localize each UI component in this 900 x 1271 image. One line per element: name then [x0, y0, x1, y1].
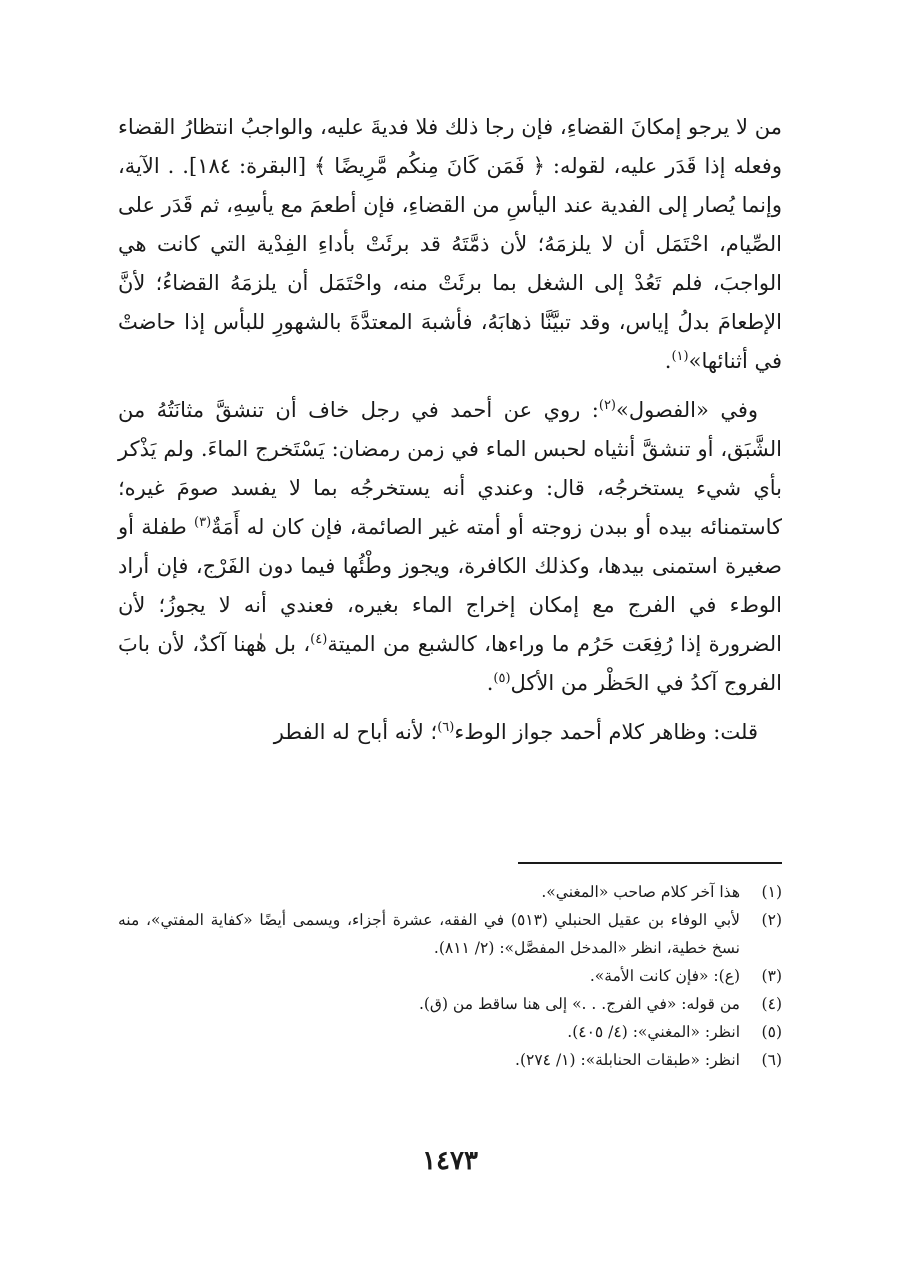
footnote-4: [118, 990, 782, 1018]
footnote-text: لأبي الوفاء بن عقيل الحنبلي (٥١٣) في الفقه، عشرة أجزاء، ويسمى أيضًا «كفاية المفتي»، منه نسخ خطية، انظر «المدخل المفصَّل»: (٢/ ٨١١).: [118, 911, 740, 957]
paragraph-2-text-b: : روي عن أحمد في رجل خاف أن تنشقَّ مثانَتُهُ من الشَّبَق، أو تنشقَّ أنثياه لحبس الماء في زمن رمضان: يَسْتَخرج الماءَ. ولم يَذْكر بأي شيء يستخرجُه، قال: وعندي أنه يستخرجُه بما لا يفسد صومَ غيره؛ كاستمنائه بيده أو ببدن زوجته أو أمته غير الصائمة، فإن كان له أَمَةٌ: [118, 398, 783, 539]
footnote-1: [118, 878, 782, 906]
footnote-number: (٤): [761, 995, 782, 1013]
footnote-number: (١): [761, 883, 782, 901]
paragraph-2-text-a: وفي «الفصول»: [616, 398, 759, 422]
footnote-divider: [518, 862, 782, 864]
paragraph-1: [118, 108, 782, 381]
main-text: [118, 108, 782, 752]
footnote-2: [118, 906, 782, 962]
paragraph-3-text-b: ؛ لأنه أباح له الفطر: [273, 720, 438, 744]
paragraph-3: [118, 713, 782, 752]
footnote-text: من قوله: «في الفرج. . .» إلى هنا ساقط من (ق).: [418, 995, 740, 1013]
footnote-text: هذا آخر كلام صاحب «المغني».: [541, 883, 740, 901]
footnote-ref-6[interactable]: (٦): [437, 720, 455, 735]
footnote-text: انظر: «المغني»: (٤/ ٤٠٥).: [567, 1023, 740, 1041]
footnote-ref-5[interactable]: (٥): [493, 671, 511, 686]
paragraph-2: [118, 391, 782, 703]
footnote-number: (٥): [761, 1023, 782, 1041]
footnote-ref-1[interactable]: (١): [671, 349, 689, 364]
footnote-ref-3[interactable]: (٣): [194, 515, 212, 530]
footnote-number: (٣): [761, 967, 782, 985]
paragraph-2-end: .: [486, 671, 494, 695]
footnote-3: [118, 962, 782, 990]
paragraph-1-end: .: [664, 349, 672, 373]
footnote-number: (٦): [761, 1051, 782, 1069]
footnote-text: انظر: «طبقات الحنابلة»: (١/ ٢٧٤).: [515, 1051, 740, 1069]
paragraph-1-text: من لا يرجو إمكانَ القضاءِ، فإن رجا ذلك فلا فديةَ عليه، والواجبُ انتظارُ القضاء وفعله إذا قَدَر عليه، لقوله: ﴿ فَمَن كَانَ مِنكُم مَّرِيضًا ﴾ [البقرة: ١٨٤]. . الآية، وإنما يُصار إلى الفدية عند اليأسِ من القضاءِ، فإن أطعمَ مع يأسِهِ، ثم قَدَر على الصِّيام، احْتَمَل أن لا يلزمَهُ؛ لأن ذمَّتَهُ قد برئَتْ بأداءِ الفِدْية التي كانت هي الواجبَ، فلم تَعُدْ إلى الشغل بما برئَتْ منه، واحْتَمَل أن يلزمَهُ القضاءُ؛ لأنَّ الإطعامَ بدلُ إياس، وقد تبيَّنَّا ذهابَهُ، فأشبهَ المعتدَّةَ بالشهورِ للبأس إذا حاضتْ في أثنائها»: [118, 115, 782, 373]
paragraph-2-text-c: طفلة أو صغيرة استمنى بيدها، وكذلك الكافرة، ويجوز وطْئُها فيما دون الفَرْج، فإن أراد الوطء في الفرج مع إمكان إخراج الماء بغيره، فعندي أنه لا يجوزُ؛ لأن الضرورة إذا رُفِعَت حَرُم ما وراءها، كالشبع من الميتة: [118, 515, 782, 656]
footnotes: [118, 878, 782, 1074]
footnote-5: [118, 1018, 782, 1046]
footnote-text: (ع): «فإن كانت الأمة».: [589, 967, 740, 985]
paragraph-2-text-d: ، بل هٰهنا آكدٌ، لأن بابَ الفروج آكدُ في الحَظْر من الأكل: [118, 632, 782, 695]
footnote-ref-4[interactable]: (٤): [310, 632, 328, 647]
footnote-6: [118, 1046, 782, 1074]
page-number: ١٤٧٣: [422, 1146, 478, 1176]
page-body: [118, 108, 782, 762]
footnote-number: (٢): [761, 911, 782, 929]
paragraph-3-text-a: قلت: وظاهر كلام أحمد جواز الوطء: [454, 720, 758, 744]
footnote-ref-2[interactable]: (٢): [598, 398, 616, 413]
